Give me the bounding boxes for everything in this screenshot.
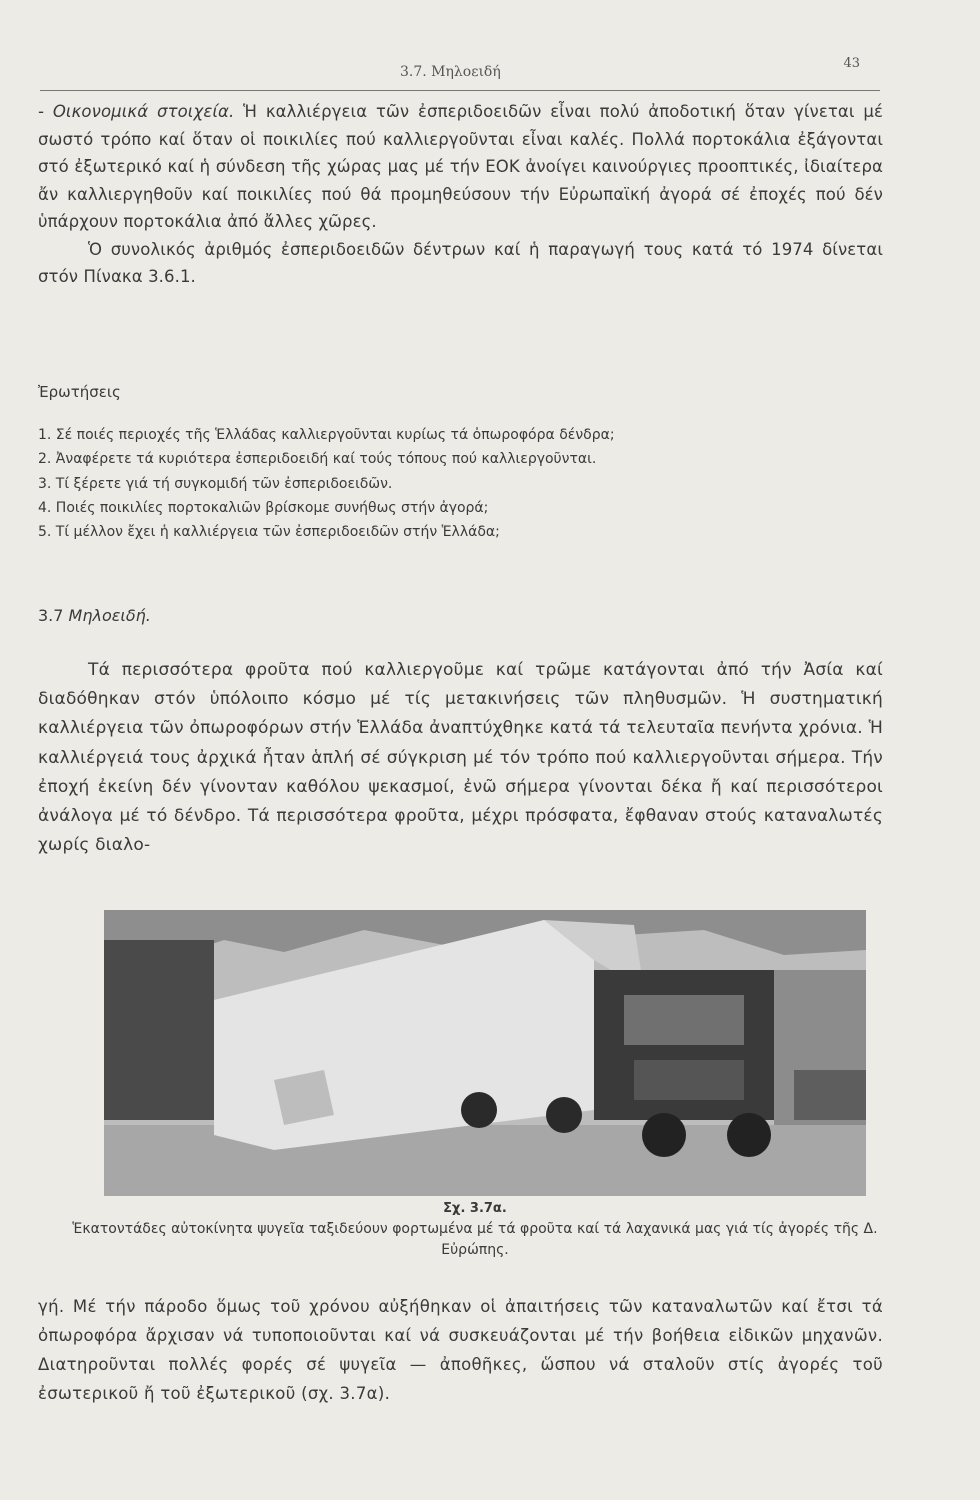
truck-photo	[104, 910, 866, 1196]
economics-paragraph	[38, 98, 883, 236]
economics-text: Ἡ καλλιέργεια τῶν ἐσπεριδοειδῶν εἶναι πολύ ἀποδοτική ὅταν γίνεται μέ σωστό τρόπο καί ὅταν οἱ ποικιλίες πού καλλιεργοῦνται εἶναι καλές. Πολλά πορτοκάλια ἐξάγονται στό ἐξωτερικό καί ἡ σύνδεση τῆς χώρας μας μέ τήν ΕΟΚ ἀνοίγει καινούργιες προοπτικές, ἰδιαίτερα ἄν καλλιεργηθοῦν καί ποικιλίες πού θά προμηθεύσουν τήν Εὐρωπαϊκή ἀγορά σέ ἐποχές πού δέν ὑπάρχουν πορτοκάλια ἀπό ἄλλες χῶρες.	[38, 102, 883, 231]
continuation-section	[38, 1292, 883, 1408]
section-paragraph: Τά περισσότερα φροῦτα πού καλλιεργοῦμε καί τρῶμε κατάγονται ἀπό τήν Ἀσία καί διαδόθηκαν στόν ὑπόλοιπο κόσμο μέ τίς μετακινήσεις τῶν πληθυσμῶν. Ἡ συστηματική καλλιέργεια τῶν ὀπωροφόρων στήν Ἑλλάδα ἀναπτύχθηκε κατά τά τελευταῖα πενήντα χρόνια. Ἡ καλλιέργειά τους ἀρχικά ἦταν ἁπλή σέ σύγκριση μέ τόν τρόπο πού καλλιεργοῦνται σήμερα. Τήν ἐποχή ἐκείνη δέν γίνονταν καθόλου ψεκασμοί, ἐνῶ σήμερα γίνονται δέκα ἤ καί περισσότεροι ἀνάλογα μέ τό δένδρο. Τά περισσότερα φροῦτα, μέχρι πρόσφατα, ἔφθαναν στούς καταναλωτές χωρίς διαλο-	[38, 660, 883, 856]
figure-caption-text: Ἑκατοντάδες αὐτοκίνητα ψυγεῖα ταξιδεύουν φορτωμένα μέ τά φροῦτα καί τά λαχανικά μας γιά τίς ἀγορές τῆς Δ. Εὐρώπης.	[72, 1221, 878, 1258]
question-item: 1. Σέ ποιές περιοχές τῆς Ἑλλάδας καλλιεργοῦνται κυρίως τά ὀπωροφόρα δένδρα;	[38, 427, 615, 443]
section-name: Μηλοειδή.	[68, 606, 151, 625]
section-heading	[38, 606, 883, 625]
section-title	[38, 606, 883, 625]
header-title: 3.7. Μηλοειδή	[400, 64, 501, 80]
running-header	[40, 50, 880, 91]
questions-section	[38, 383, 883, 544]
table-reference-paragraph: Ὁ συνολικός ἀριθμός ἐσπεριδοειδῶν δέντρων καί ἡ παραγωγή τους κατά τό 1974 δίνεται στόν Πίνακα 3.6.1.	[38, 239, 883, 286]
continuation-paragraph: γή. Μέ τήν πάροδο ὅμως τοῦ χρόνου αὐξήθηκαν οἱ ἀπαιτήσεις τῶν καταναλωτῶν καί ἔτσι τά ὀπωροφόρα ἄρχισαν νά τυποποιοῦνται καί νά συσκευάζονται μέ τήν βοήθεια εἰδικῶν μηχανῶν. Διατηροῦνται πολλές φορές σέ ψυγεῖα — ἀποθῆκες, ὥσπου νά σταλοῦν στίς ἀγορές τοῦ ἐσωτερικοῦ ἤ τοῦ ἐξωτερικοῦ (σχ. 3.7α).	[38, 1297, 883, 1403]
question-item: 4. Ποιές ποικιλίες πορτοκαλιῶν βρίσκομε συνήθως στήν ἀγορά;	[38, 499, 489, 516]
section-number: 3.7	[38, 606, 64, 625]
question-item: 2. Ἀναφέρετε τά κυριότερα ἐσπεριδοειδή καί τούς τόπους πού καλλιεργοῦνται.	[38, 451, 597, 468]
figure-label: Σχ. 3.7α.	[443, 1201, 507, 1216]
question-item: 3. Τί ξέρετε γιά τή συγκομιδή τῶν ἐσπεριδοειδῶν.	[38, 475, 393, 492]
questions-title: Ἐρωτήσεις	[38, 383, 121, 401]
questions-list	[38, 423, 883, 544]
section-body	[38, 656, 883, 860]
figure-caption	[50, 1198, 900, 1261]
page-number: 43	[843, 56, 860, 71]
question-item: 5. Τί μέλλον ἔχει ἡ καλλιέργεια τῶν ἐσπεριδοειδῶν στήν Ἑλλάδα;	[38, 524, 500, 541]
economics-section	[38, 98, 883, 291]
economics-label: - Οικονομικά στοιχεία.	[38, 102, 235, 121]
